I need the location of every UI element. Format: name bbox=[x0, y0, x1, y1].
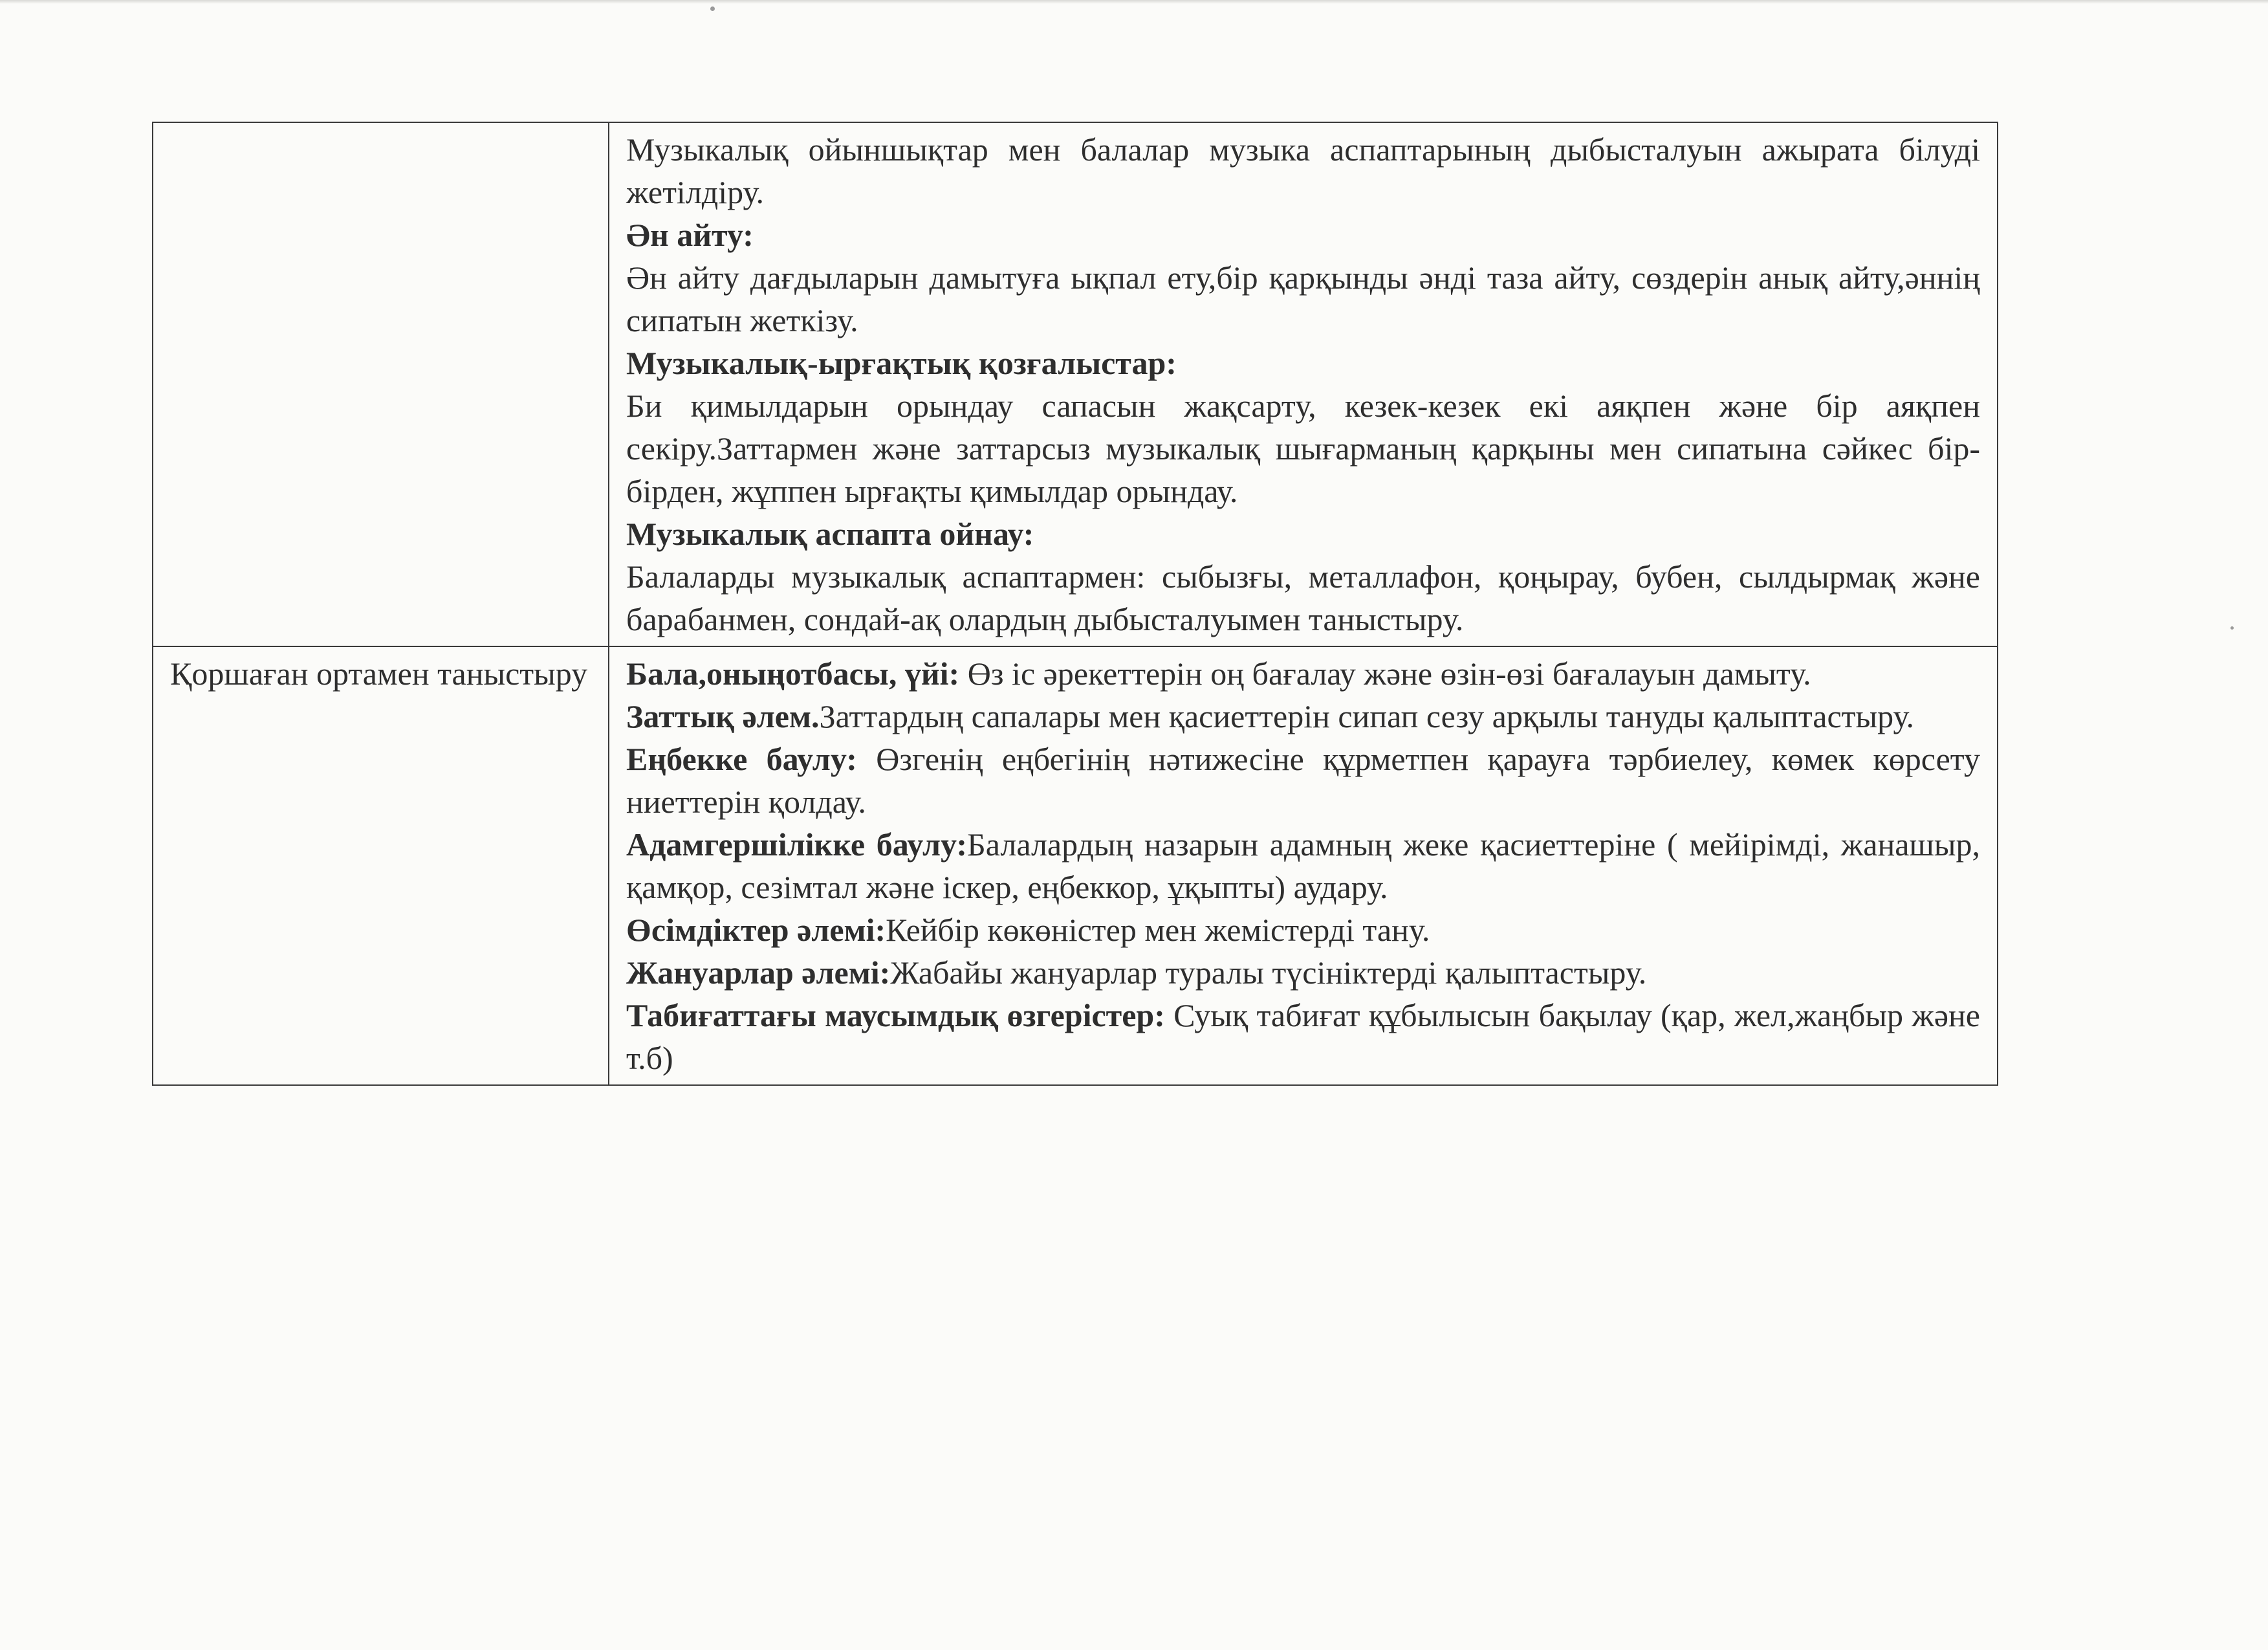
scan-speck bbox=[2230, 626, 2234, 630]
subject-cell bbox=[153, 646, 609, 1085]
paragraph-lead: Заттық әлем. bbox=[626, 698, 820, 734]
paragraph bbox=[626, 823, 1980, 908]
paragraph bbox=[626, 652, 1980, 695]
paragraph-lead: Адамгершілікке баулу: bbox=[626, 826, 968, 863]
scan-speck bbox=[710, 6, 715, 11]
content-cell bbox=[609, 646, 1998, 1085]
paragraph bbox=[626, 994, 1980, 1079]
paragraph-text: Заттардың сапалары мен қасиеттерін сипап сезу арқылы тануды қалыптастыру. bbox=[819, 698, 1914, 734]
paragraph bbox=[626, 128, 1980, 214]
subject-cell bbox=[153, 122, 609, 646]
paragraph-text: Ән айту дағдыларын дамытуға ықпал ету,бір қарқынды әнді таза айту, сөздерін анық айту,әннің сипатын жеткізу. bbox=[626, 259, 1980, 338]
paragraph-text: Өзгенің еңбегінің нәтижесіне құрметпен қарауға тәрбиелеу, көмек көрсету ниеттерін қолдау. bbox=[626, 741, 1980, 820]
paragraph-lead: Еңбекке баулу: bbox=[626, 741, 857, 777]
paragraph-text: Балалардың назарын адамның жеке қасиеттеріне ( мейірімді, жанашыр, қамқор, сезімтал және іскер, еңбеккор, ұқыпты) аудару. bbox=[626, 826, 1981, 905]
paragraph-text: Жабайы жануарлар туралы түсініктерді қалыптастыру. bbox=[890, 954, 1647, 991]
paragraph bbox=[626, 256, 1980, 342]
paragraph-text: Би қимылдарын орындау сапасын жақсарту, кезек-кезек екі аяқпен және бір аяқпен секіру.Заттармен және заттарсыз музыкалық шығарманың қарқыны мен сипатына сәйкес бір-бірден, жұппен ырғақты қимылдар орындау. bbox=[626, 388, 1980, 509]
subject-label: Қоршаған ортамен таныстыру bbox=[170, 655, 588, 692]
paragraph bbox=[626, 951, 1980, 994]
paragraph-text: Балаларды музыкалық аспаптармен: сыбызғы, металлафон, қоңырау, бубен, сылдырмақ және барабанмен, сондай-ақ олардың дыбысталуымен таныстыру. bbox=[626, 558, 1980, 637]
paragraph bbox=[626, 695, 1980, 738]
paragraph bbox=[626, 908, 1980, 951]
paragraph-text: Кейбір көкөністер мен жемістерді тану. bbox=[886, 912, 1430, 948]
curriculum-table bbox=[152, 122, 1998, 1086]
paragraph-text: Өз іс әрекеттерін оң бағалау және өзін-өзі бағалауын дамыту. bbox=[959, 655, 1811, 692]
paragraph bbox=[626, 738, 1980, 823]
paragraph bbox=[626, 384, 1980, 512]
paragraph-text: Музыкалық ойыншықтар мен балалар музыка аспаптарының дыбысталуын ажырата білуді жетілдіру. bbox=[626, 131, 1980, 210]
section-heading: Музыкалық-ырғақтық қозғалыстар: bbox=[626, 345, 1177, 381]
paragraph-text: Суық табиғат құбылысын бақылау (қар, жел,жаңбыр және т.б) bbox=[626, 997, 1980, 1076]
paragraph-lead: Табиғаттағы маусымдық өзгерістер: bbox=[626, 997, 1165, 1033]
section-heading: Музыкалық аспапта ойнау: bbox=[626, 516, 1034, 552]
table-row bbox=[153, 122, 1998, 646]
paragraph bbox=[626, 555, 1980, 641]
scan-top-edge bbox=[0, 0, 2268, 4]
paragraph-lead: Жануарлар әлемі: bbox=[626, 954, 891, 991]
paragraph-lead: Өсімдіктер әлемі: bbox=[626, 912, 886, 948]
section-heading: Ән айту: bbox=[626, 217, 754, 253]
table-row bbox=[153, 646, 1998, 1085]
paragraph-lead: Бала,оныңотбасы, үйі: bbox=[626, 655, 960, 692]
content-cell bbox=[609, 122, 1998, 646]
